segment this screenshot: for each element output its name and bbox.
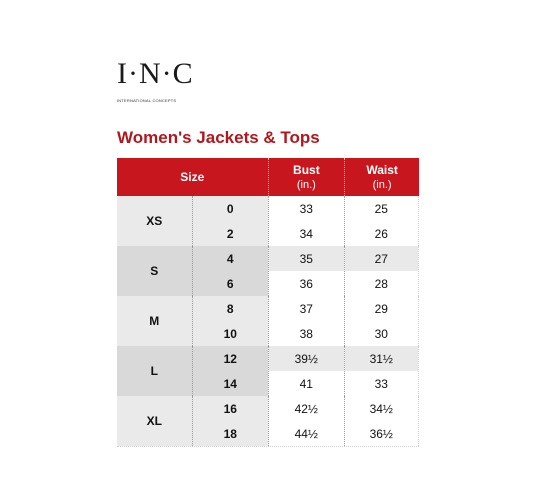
waist-value: 30 (345, 321, 419, 346)
waist-value: 36½ (345, 421, 419, 446)
header-bust-label: Bust (293, 163, 320, 177)
bust-value: 33 (269, 196, 344, 221)
bust-value: 38 (269, 321, 344, 346)
bust-value: 35 (269, 246, 344, 271)
size-label: XS (117, 196, 192, 246)
size-group-s (117, 246, 419, 296)
bust-value: 34 (269, 221, 344, 246)
size-number: 16 (223, 401, 237, 416)
header-waist-unit: (in.) (372, 179, 392, 191)
bust-value: 41 (269, 371, 344, 396)
waist-value: 25 (345, 196, 419, 221)
brand-mark: I·N·C (117, 57, 194, 90)
waist-value: 27 (345, 246, 419, 271)
header-bust-unit: (in.) (296, 179, 316, 191)
size-number: 2 (226, 226, 234, 241)
size-number: 14 (223, 376, 237, 391)
size-number: 8 (226, 301, 234, 316)
size-number: 4 (226, 251, 234, 266)
header-bust (268, 158, 345, 196)
size-group-m (117, 296, 419, 346)
size-number: 6 (226, 276, 234, 291)
table-header (117, 158, 419, 196)
size-number: 12 (223, 351, 237, 366)
brand-logo (117, 57, 194, 109)
size-number: 10 (223, 326, 237, 341)
bust-value: 36 (269, 271, 344, 296)
waist-value: 26 (345, 221, 419, 246)
waist-value: 29 (345, 296, 419, 321)
size-group-l (117, 346, 419, 396)
waist-value: 33 (345, 371, 419, 396)
bust-value: 44½ (269, 421, 344, 446)
header-size (117, 158, 268, 196)
waist-value: 34½ (345, 396, 419, 421)
size-number: 0 (226, 201, 234, 216)
size-chart-table (117, 158, 419, 447)
header-waist (344, 158, 419, 196)
bust-value: 37 (269, 296, 344, 321)
bust-value: 39½ (269, 346, 344, 371)
size-label: M (117, 296, 192, 346)
waist-value: 28 (345, 271, 419, 296)
size-group-xl (117, 396, 419, 446)
header-size-label: Size (180, 170, 205, 184)
header-waist-label: Waist (366, 163, 398, 177)
brand-tagline: INTERNATIONAL CONCEPTS (117, 98, 177, 103)
chart-title: Women's Jackets & Tops (117, 128, 320, 147)
size-group-xs (117, 196, 419, 246)
waist-value: 31½ (345, 346, 419, 371)
size-label: L (117, 346, 192, 396)
size-number: 18 (223, 426, 237, 441)
size-label: S (117, 246, 192, 296)
size-label: XL (117, 396, 192, 446)
bust-value: 42½ (269, 396, 344, 421)
